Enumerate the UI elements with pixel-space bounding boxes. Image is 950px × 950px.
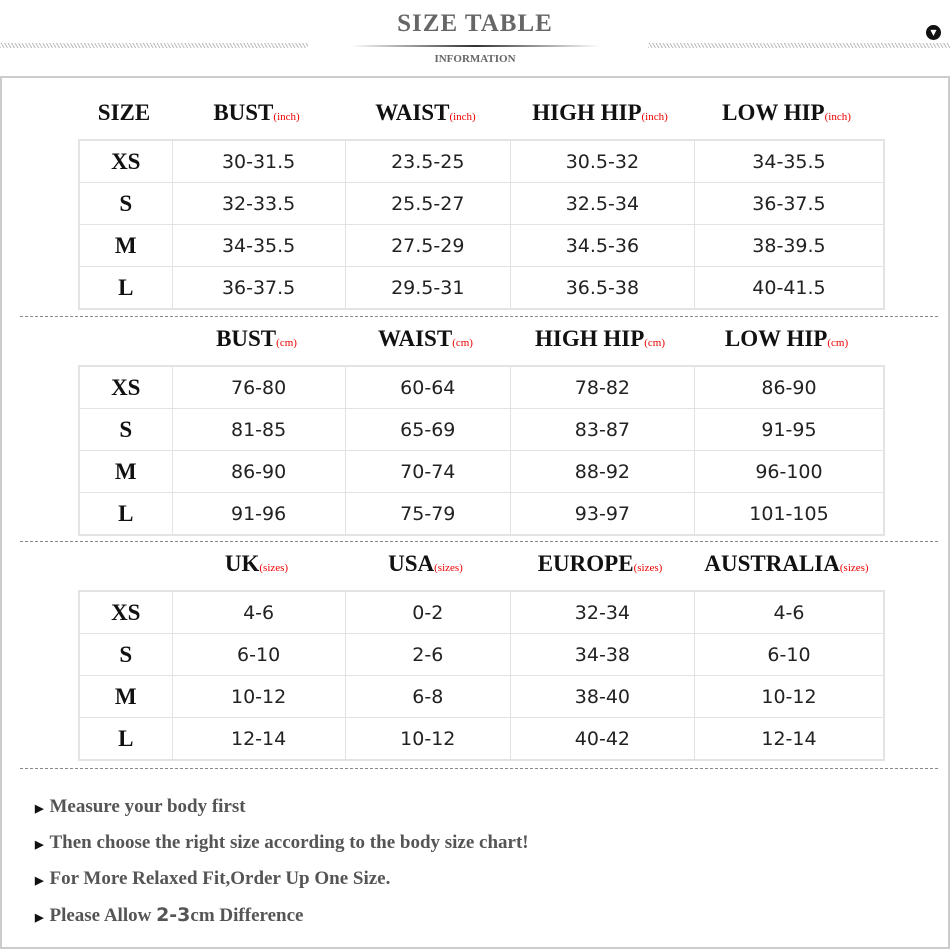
value-cell: 23.5-25 [345,141,510,182]
table-row [80,141,883,182]
value-cell: 30.5-32 [510,141,694,182]
column-name: LOW HIP [722,100,825,125]
value-cell: 32-33.5 [172,183,345,224]
size-cell: L [118,500,134,526]
size-table [78,590,885,761]
column-unit: (sizes) [839,562,869,574]
column-unit: (sizes) [434,562,463,574]
page-title: SIZE TABLE [397,10,553,37]
arrow-bullet-icon: ▶ [35,875,44,887]
value-cell: 36-37.5 [694,183,883,224]
dashed-divider [20,316,938,317]
column-name: WAIST [375,100,450,125]
column-name: BUST [213,100,274,125]
size-column-header: SIZE [97,100,151,125]
value-cell: 10-12 [172,676,345,717]
value-cell: 10-12 [345,718,510,759]
value-cell: 70-74 [345,451,510,492]
table-row [80,367,883,408]
decorative-hatch-right [648,43,950,48]
arrow-bullet-icon: ▶ [35,839,44,851]
arrow-bullet-icon: ▶ [35,912,44,924]
dropdown-circle-icon[interactable]: ▼ [926,25,941,40]
value-cell: 32.5-34 [510,183,694,224]
note-text: Measure your body first [49,796,246,817]
dashed-divider [20,541,938,542]
decorative-hatch-left [0,43,308,48]
column-header [508,551,692,577]
column-name: WAIST [378,326,453,351]
size-cell: XS [111,374,141,400]
column-header [170,551,343,577]
column-unit: (inch) [824,111,851,123]
value-cell: 36.5-38 [510,267,694,308]
note-item [35,904,303,927]
size-cell: M [114,232,137,258]
note-item [35,868,390,890]
table-row [80,266,883,308]
column-header [508,100,692,126]
column-unit: (cm) [827,337,849,349]
value-cell: 30-31.5 [172,141,345,182]
size-cell: XS [111,599,141,625]
column-name: UK [224,551,260,576]
column-name: HIGH HIP [532,100,642,125]
column-header [343,100,508,126]
value-cell: 6-10 [172,634,345,675]
size-table [78,139,885,310]
value-cell: 88-92 [510,451,694,492]
size-cell: S [119,190,133,216]
table-row [80,224,883,266]
page-subtitle: INFORMATION [434,53,516,65]
column-header [692,100,881,126]
size-cell: S [119,641,133,667]
size-table [78,365,885,536]
size-cell: M [114,683,137,709]
value-cell: 6-10 [694,634,883,675]
value-cell: 25.5-27 [345,183,510,224]
value-cell: 27.5-29 [345,225,510,266]
column-unit: (sizes) [259,562,289,574]
size-cell: M [114,458,137,484]
note-text-pre: Please Allow [49,905,157,926]
value-cell: 65-69 [345,409,510,450]
value-cell: 38-39.5 [694,225,883,266]
section-header [78,326,883,352]
title-underline [350,45,600,47]
note-text-post: cm Difference [190,905,304,926]
table-row [80,592,883,633]
note-item [35,796,246,818]
table-row [80,675,883,717]
value-cell: 91-95 [694,409,883,450]
value-cell: 6-8 [345,676,510,717]
note-text: For More Relaxed Fit,Order Up One Size. [49,868,391,889]
value-cell: 12-14 [694,718,883,759]
column-name: HIGH HIP [534,326,645,351]
value-cell: 34.5-36 [510,225,694,266]
table-row [80,408,883,450]
value-cell: 76-80 [172,367,345,408]
value-cell: 4-6 [694,592,883,633]
column-unit: (cm) [644,337,666,349]
value-cell: 4-6 [172,592,345,633]
value-cell: 40-42 [510,718,694,759]
size-cell: L [118,274,134,300]
column-name: EUROPE [537,551,634,576]
column-header [343,326,508,352]
value-cell: 93-97 [510,493,694,534]
dashed-divider [20,768,938,769]
size-cell: XS [111,148,141,174]
table-row [80,633,883,675]
column-header [343,551,508,577]
value-cell: 83-87 [510,409,694,450]
value-cell: 75-79 [345,493,510,534]
column-unit: (cm) [276,337,297,349]
column-name: BUST [216,326,277,351]
value-cell: 29.5-31 [345,267,510,308]
size-cell: L [118,725,134,751]
value-cell: 96-100 [694,451,883,492]
column-name: LOW HIP [724,326,828,351]
size-column-header [78,551,170,577]
value-cell: 36-37.5 [172,267,345,308]
value-cell: 86-90 [694,367,883,408]
section-header [78,551,883,577]
value-cell: 91-96 [172,493,345,534]
value-cell: 34-38 [510,634,694,675]
note-text: Then choose the right size according to the body size chart! [49,832,529,853]
column-name: USA [388,551,435,576]
value-cell: 0-2 [345,592,510,633]
value-cell: 101-105 [694,493,883,534]
value-cell: 78-82 [510,367,694,408]
value-cell: 12-14 [172,718,345,759]
note-item [35,832,529,854]
size-column-header [78,326,170,352]
arrow-bullet-icon: ▶ [35,803,44,815]
value-cell: 32-34 [510,592,694,633]
column-unit: (cm) [452,337,473,349]
table-row [80,492,883,534]
column-unit: (inch) [273,111,300,123]
value-cell: 60-64 [345,367,510,408]
note-text-bold: 2-3 [156,904,191,926]
column-unit: (inch) [449,111,476,123]
value-cell: 34-35.5 [172,225,345,266]
value-cell: 81-85 [172,409,345,450]
table-row [80,450,883,492]
table-row [80,182,883,224]
column-header [508,326,692,352]
column-header [692,551,881,577]
value-cell: 86-90 [172,451,345,492]
section-header [78,100,883,126]
size-cell: S [119,416,133,442]
value-cell: 38-40 [510,676,694,717]
column-unit: (inch) [641,111,668,123]
column-unit: (sizes) [633,562,663,574]
value-cell: 2-6 [345,634,510,675]
column-header [170,100,343,126]
value-cell: 10-12 [694,676,883,717]
value-cell: 34-35.5 [694,141,883,182]
column-name: AUSTRALIA [704,551,840,576]
column-header [170,326,343,352]
value-cell: 40-41.5 [694,267,883,308]
column-header [692,326,881,352]
table-row [80,717,883,759]
